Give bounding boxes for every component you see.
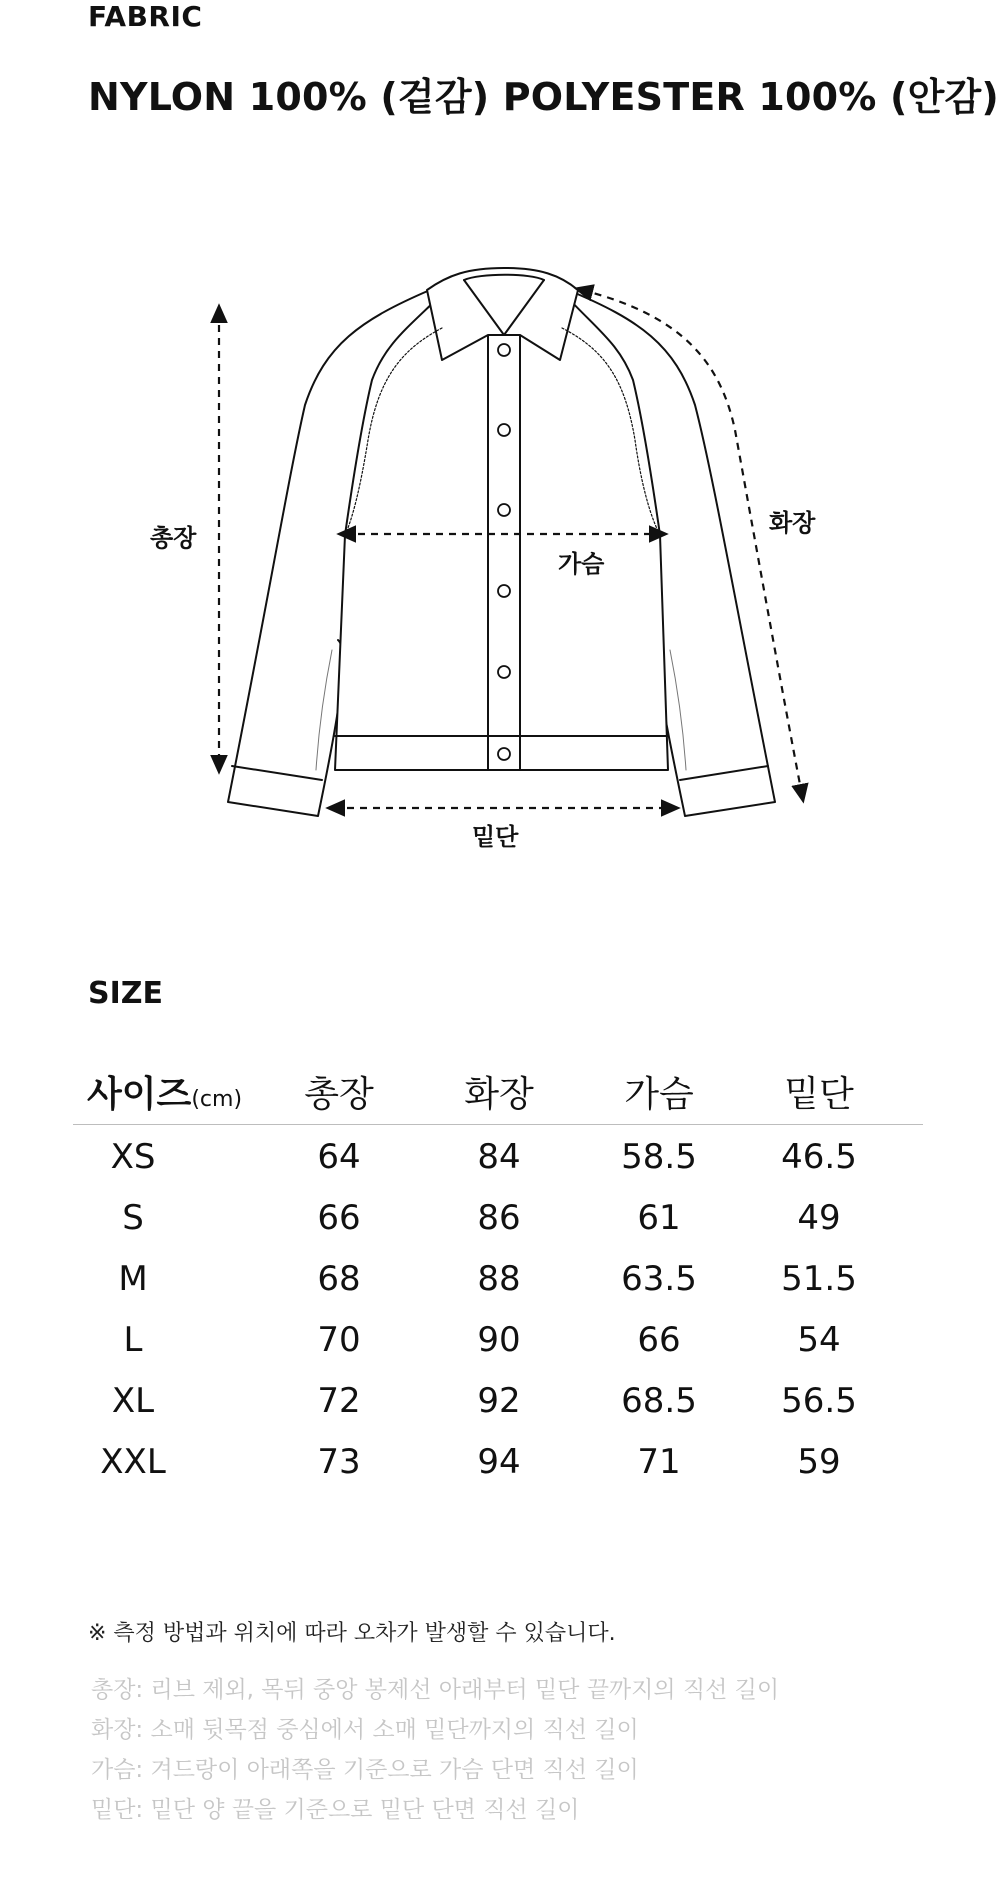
- table-row: [73, 1125, 923, 1186]
- length-cell: 68: [317, 1259, 361, 1299]
- hem-cell: 46.5: [781, 1137, 857, 1177]
- sleeve-cell: 94: [477, 1442, 521, 1482]
- chest-cell: 66: [637, 1320, 681, 1360]
- sleeve-label: 화장: [769, 509, 816, 537]
- chest-cell: 63.5: [621, 1259, 697, 1299]
- size-cell: XXL: [100, 1442, 166, 1482]
- definition-chest: 가슴: 겨드랑이 아래쪽을 기준으로 가슴 단면 직선 길이: [91, 1757, 639, 1783]
- measurement-note: ※ 측정 방법과 위치에 따라 오차가 발생할 수 있습니다.: [88, 1621, 616, 1646]
- hem-cell: 54: [797, 1320, 841, 1360]
- length-cell: 70: [317, 1320, 361, 1360]
- measurement-definitions: [91, 1670, 779, 1830]
- header-length: 총장: [304, 1074, 374, 1115]
- length-label: 총장: [150, 524, 197, 552]
- header-chest: 가슴: [624, 1074, 694, 1115]
- size-cell: XS: [110, 1137, 156, 1177]
- fabric-composition: NYLON 100% (겉감) POLYESTER 100% (안감): [88, 75, 999, 119]
- hem-cell: 49: [797, 1198, 841, 1238]
- chest-cell: 68.5: [621, 1381, 697, 1421]
- table-row: [73, 1308, 923, 1369]
- table-row: [73, 1186, 923, 1247]
- definition-sleeve: 화장: 소매 뒷목점 중심에서 소매 밑단까지의 직선 길이: [91, 1717, 639, 1743]
- definition-length: 총장: 리브 제외, 목뒤 중앙 봉제선 아래부터 밑단 끝까지의 직선 길이: [91, 1677, 780, 1703]
- hem-cell: 56.5: [781, 1381, 857, 1421]
- sleeve-cell: 92: [477, 1381, 521, 1421]
- chest-cell: 71: [637, 1442, 681, 1482]
- table-row: [73, 1430, 923, 1491]
- size-table: [73, 1060, 923, 1491]
- hem-label: 밑단: [472, 823, 519, 851]
- length-cell: 73: [317, 1442, 361, 1482]
- length-cell: 66: [317, 1198, 361, 1238]
- jacket-measurement-diagram: [0, 180, 1000, 880]
- size-cell: XL: [111, 1381, 155, 1421]
- length-cell: 64: [317, 1137, 361, 1177]
- sleeve-cell: 88: [477, 1259, 521, 1299]
- table-row: [73, 1247, 923, 1308]
- size-cell: S: [122, 1198, 144, 1238]
- chest-label: 가슴: [558, 550, 605, 578]
- chest-cell: 58.5: [621, 1137, 697, 1177]
- size-section-title: SIZE: [88, 976, 164, 1011]
- size-table-header: [73, 1060, 923, 1125]
- header-hem: 밑단: [784, 1074, 854, 1115]
- length-cell: 72: [317, 1381, 361, 1421]
- size-cell: M: [118, 1259, 148, 1299]
- hem-cell: 59: [797, 1442, 841, 1482]
- definition-hem: 밑단: 밑단 양 끝을 기준으로 밑단 단면 직선 길이: [91, 1797, 580, 1823]
- sleeve-cell: 86: [477, 1198, 521, 1238]
- sleeve-cell: 84: [477, 1137, 521, 1177]
- header-size: 사이즈(cm): [87, 1074, 243, 1115]
- fabric-label: FABRIC: [88, 0, 203, 33]
- sleeve-cell: 90: [477, 1320, 521, 1360]
- hem-cell: 51.5: [781, 1259, 857, 1299]
- size-cell: L: [123, 1320, 143, 1360]
- header-sleeve: 화장: [464, 1074, 534, 1115]
- table-row: [73, 1369, 923, 1430]
- chest-cell: 61: [637, 1198, 681, 1238]
